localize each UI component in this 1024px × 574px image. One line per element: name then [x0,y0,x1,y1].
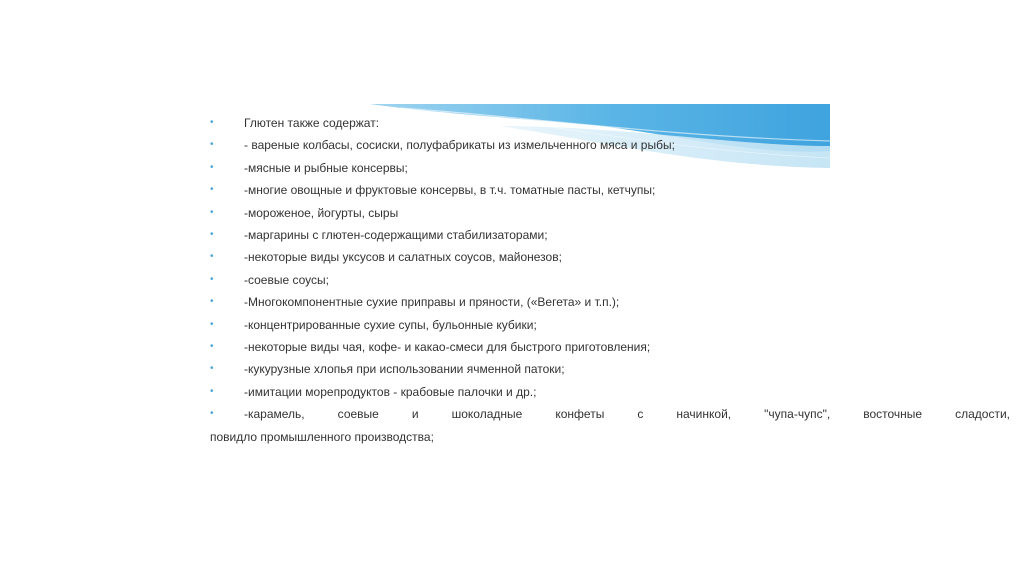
list-item [210,269,810,291]
list-item-text: -некоторые виды чая, кофе- и какао-смеси для быстрого приготовления; [244,340,651,355]
list-item [210,291,810,313]
list-item [210,358,810,380]
list-item [210,314,810,336]
list-item-text: -некоторые виды уксусов и салатных соусов, майонезов; [244,250,562,265]
bullet-icon: • [210,161,214,173]
bullet-icon: • [210,408,214,420]
list-item [210,157,810,179]
list-item [210,134,810,156]
list-item-text: -мясные и рыбные консервы; [244,160,408,175]
list-item [210,202,810,224]
list-item-text: -мороженое, йогурты, сыры [244,205,399,220]
list-item-text: -Многокомпонентные сухие приправы и пряности, («Вегета» и т.п.); [244,295,620,310]
list-item [210,336,810,358]
list-item-text-line2: повидло промышленного производства; [210,429,434,444]
bullet-icon: • [210,318,214,330]
list-item-text: -кукурузные хлопья при использовании ячменной патоки; [244,362,565,377]
list-item-text-line1: -карамель, соевые и шоколадные конфеты с начинкой, "чупа-чупс", восточные сладости, [244,407,1010,422]
bullet-icon: • [210,206,214,218]
list-item-text: - вареные колбасы, сосиски, полуфабрикаты из измельченного мяса и рыбы; [244,138,675,153]
bullet-icon: • [210,139,214,151]
bullet-icon: • [210,229,214,241]
bullet-icon: • [210,117,214,128]
list-item-text: -маргарины с глютен-содержащими стабилизаторами; [244,228,548,243]
list-item-heading [210,112,810,134]
list-item-text: -имитации морепродуктов - крабовые палочки и др.; [244,384,537,399]
content-list [210,112,1010,448]
list-item [210,381,810,403]
heading-text: Глютен также содержат: [244,116,380,130]
list-item-last [210,403,1010,425]
bullet-icon: • [210,363,214,375]
bullet-icon: • [210,296,214,308]
list-item-text: -многие овощные и фруктовые консервы, в т.ч. томатные пасты, кетчупы; [244,183,656,198]
list-item [210,246,810,268]
list-item [210,224,810,246]
bullet-icon: • [210,273,214,285]
bullet-icon: • [210,385,214,397]
bullet-icon: • [210,341,214,353]
list-item [210,179,810,201]
bullet-icon: • [210,251,214,263]
list-item-text: -концентрированные сухие супы, бульонные кубики; [244,317,537,332]
bullet-icon: • [210,184,214,196]
list-item-text: -соевые соусы; [244,272,329,287]
